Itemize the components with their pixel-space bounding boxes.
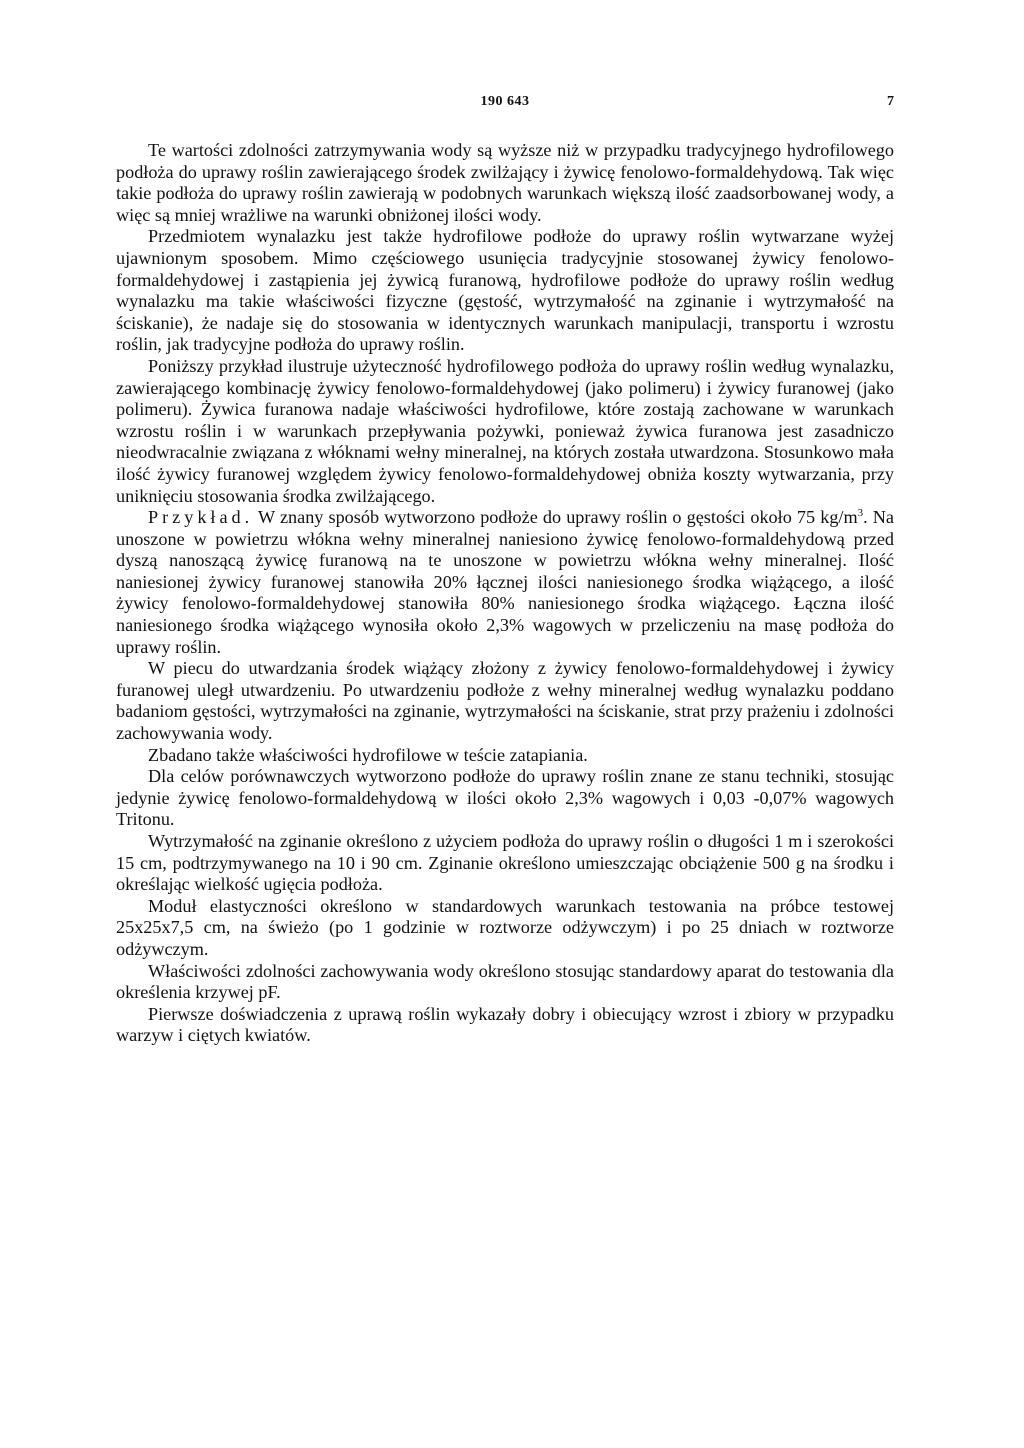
example-text-a: W znany sposób wytworzono podłoże do uprawy roślin o gęstości około 75 kg/m	[253, 507, 858, 528]
paragraph-1: Te wartości zdolności zatrzymywania wody są wyższe niż w przypadku tradycyjnego hydrofilowego podłoża do uprawy roślin zawierającego środek zwilżający i żywicę fenolowo-formaldehydową. Tak więc takie podłoża do uprawy roślin zawierają w podobnych warunkach większą ilość zaadsorbowanej wody, a więc są mniej wrażliwe na warunki obniżonej ilości wody.	[116, 140, 894, 225]
example-superscript: 3	[857, 507, 864, 520]
paragraph-2: Przedmiotem wynalazku jest także hydrofilowe podłoże do uprawy roślin wytwarzane wyżej ujawnionym sposobem. Mimo częściowego usunięcia tradycyjnie stosowanej żywicy fenolowo-formaldehydowej i zastąpienia jej żywicą furanową, hydrofilowe podłoże do uprawy roślin według wynalazku ma takie właściwości fizyczne (gęstość, wytrzymałość na zginanie i wytrzymałość na ściskanie), że nadaje się do stosowania w identycznych warunkach manipulacji, transportu i wzrostu roślin, jak tradycyjne podłoża do uprawy roślin.	[116, 226, 894, 355]
paragraph-8: Wytrzymałość na zginanie określono z użyciem podłoża do uprawy roślin o długości 1 m i szerokości 15 cm, podtrzymywanego na 10 i 90 cm. Zginanie określono umieszczając obciążenie 500 g na środku i określając wielkość ugięcia podłoża.	[116, 831, 894, 895]
patent-number: 190 643	[480, 94, 530, 109]
paragraph-5: W piecu do utwardzania środek wiążący złożony z żywicy fenolowo-formaldehydowej i żywicy furanowej uległ utwardzeniu. Po utwardzeniu podłoże z wełny mineralnej według wynalazku poddano badaniom gęstości, wytrzymałości na zginanie, wytrzymałości na ściskanie, strat przy prażeniu i zdolności zachowywania wody.	[116, 658, 894, 744]
paragraph-7: Dla celów porównawczych wytworzono podłoże do uprawy roślin znane ze stanu techniki, stosując jedynie żywicę fenolowo-formaldehydową w ilości około 2,3% wagowych i 0,03 -0,07% wagowych Tritonu.	[116, 766, 894, 830]
example-label: Przykład.	[148, 507, 254, 528]
paragraph-3: Poniższy przykład ilustruje użyteczność hydrofilowego podłoża do uprawy roślin według wynalazku, zawierającego kombinację żywicy fenolowo-formaldehydowej (jako polimeru) i żywicy furanowej (jako polimeru). Żywica furanowa nadaje właściwości hydrofilowe, które zostają zachowane w warunkach wzrostu roślin i w warunkach przepływania pożywki, ponieważ żywica furanowa jest zasadniczo nieodwracalnie związana z włóknami wełny mineralnej, na których została utwardzona. Stosunkowo mała ilość żywicy furanowej względem żywicy fenolowo-formaldehydowej obniża koszty wytwarzania, przy uniknięciu stosowania środka zwilżającego.	[116, 355, 894, 506]
paragraph-9: Moduł elastyczności określono w standardowych warunkach testowania na próbce testowej 25x25x7,5 cm, na świeżo (po 1 godzinie w roztworze odżywczym) i po 25 dniach w roztworze odżywczym.	[116, 895, 894, 959]
page-number: 7	[887, 94, 894, 109]
body-text	[116, 140, 894, 1047]
paragraph-10: Właściwości zdolności zachowywania wody określono stosując standardowy aparat do testowania dla określenia krzywej pF.	[116, 960, 894, 1003]
paragraph-11: Pierwsze doświadczenia z uprawą roślin wykazały dobry i obiecujący wzrost i zbiory w przypadku warzyw i ciętych kwiatów.	[116, 1003, 894, 1046]
page-header	[116, 94, 894, 114]
example-text-b: . Na unoszone w powietrzu włókna wełny mineralnej naniesiono żywicę fenolowo-formaldehydową przed dyszą nanoszącą żywicę furanową na te unoszone w powietrzu włókna wełny mineralnej. Ilość naniesionej żywicy furanowej stanowiła 20% łącznej ilości naniesionego środka wiążącego, a ilość żywicy fenolowo-formaldehydowej stanowiła 80% naniesionego środka wiążącego. Łączna ilość naniesionego środka wiążącego wynosiła około 2,3% wagowych w przeliczeniu na masę podłoża do uprawy roślin.	[116, 507, 894, 657]
paragraph-6: Zbadano także właściwości hydrofilowe w teście zatapiania.	[148, 744, 588, 765]
paragraph-example	[116, 507, 894, 658]
